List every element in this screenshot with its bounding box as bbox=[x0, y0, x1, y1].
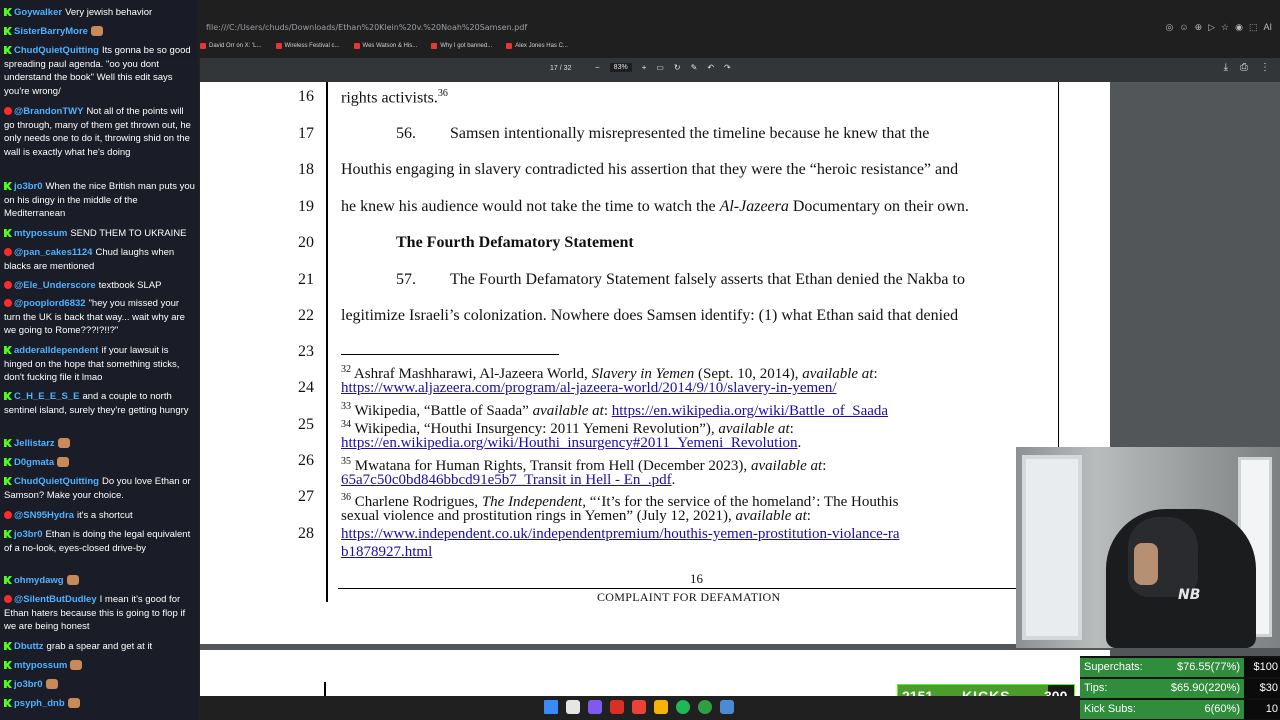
chat-text: When the nice British man puts you on his dingy in the middle of the Mediterranean bbox=[4, 181, 195, 219]
superchats-goal: $100 bbox=[1253, 661, 1278, 673]
line-number: 28 bbox=[298, 525, 314, 542]
footnote-35: $^{35}$ Mwatana for Human Rights, Transit from Hell (December 2023), available at: bbox=[341, 456, 827, 474]
chat-username[interactable]: C_H_E_E_S_E bbox=[14, 391, 80, 402]
taskbar-icons bbox=[544, 700, 734, 714]
steam-icon[interactable] bbox=[720, 700, 734, 714]
chat-username[interactable]: @pan_cakes1124 bbox=[14, 247, 93, 258]
zoom-out-button[interactable]: − bbox=[595, 63, 600, 72]
draw-icon[interactable]: ✎ bbox=[690, 63, 698, 72]
tips-value: $65.90(220%) bbox=[1170, 682, 1240, 694]
page-indicator[interactable]: 17 / 32 bbox=[550, 65, 572, 72]
chat-text: textbook SLAP bbox=[98, 280, 162, 291]
kick-badge-icon bbox=[4, 46, 12, 54]
kick-badge-icon bbox=[4, 27, 12, 35]
chat-username[interactable]: jo3br0 bbox=[14, 529, 43, 540]
kick-subs-label: Kick Subs: bbox=[1084, 703, 1136, 715]
chat-text: Not all of the points will go through, many of them get thrown out, he only needs one to do it, throwing shid on the wall is exactly what he's doing bbox=[4, 106, 191, 158]
line-number: 16 bbox=[298, 88, 314, 105]
emote-icon bbox=[46, 679, 58, 689]
paragraph-number: 57. bbox=[396, 271, 416, 288]
body-text-line: Houthis engaging in slavery contradicted his assertion that they were the “heroic resistance” and bbox=[341, 161, 959, 178]
line-number: 18 bbox=[298, 161, 314, 178]
chat-message bbox=[4, 697, 196, 711]
chat-username[interactable]: @pooplord6832 bbox=[14, 298, 86, 309]
chat-text: Its gonna be so good spreading paul agenda. "oo you dont understand the book" Well this edit says you're wrong/ bbox=[4, 45, 191, 97]
webcam-window bbox=[1022, 455, 1082, 640]
chat-icon[interactable] bbox=[588, 700, 602, 714]
chat-text: if your lawsuit is hinged on the hope that something sticks, don't fucking file it lmao bbox=[4, 345, 180, 383]
chat-message bbox=[4, 105, 196, 159]
chat-text: it's a shortcut bbox=[76, 510, 133, 521]
emote-icon bbox=[91, 26, 103, 36]
zoom-level[interactable]: 83% bbox=[610, 63, 632, 72]
line-number: 26 bbox=[298, 452, 314, 469]
paragraph-number: 56. bbox=[396, 125, 416, 142]
chat-username[interactable]: SisterBarryMore bbox=[14, 26, 88, 37]
address-bar[interactable] bbox=[200, 20, 1280, 38]
pleading-margin-line bbox=[324, 682, 326, 696]
chat-message bbox=[4, 279, 196, 293]
footnote-34-link-line: https://en.wikipedia.org/wiki/Houthi_insurgency#2011_Yemeni_Revolution. bbox=[341, 435, 802, 451]
footnote-32: $^{32}$ Ashraf Mashharawi, Al-Jazeera World, Slavery in Yemen (Sept. 10, 2014), available at: bbox=[341, 364, 878, 382]
emote-icon bbox=[58, 438, 70, 448]
chat-username[interactable]: mtypossum bbox=[14, 228, 68, 239]
kick-badge-icon bbox=[4, 530, 12, 538]
star-icon[interactable]: ☆ bbox=[1221, 22, 1230, 32]
youtube-badge-icon bbox=[4, 299, 12, 307]
undo-icon[interactable]: ↶ bbox=[707, 63, 715, 72]
body-text-line: Samsen intentionally misrepresented the timeline because he knew that the bbox=[450, 125, 930, 142]
chat-message bbox=[4, 437, 196, 451]
body-text-line: he knew his audience would not take the time to watch the Al-Jazeera Documentary on their own. bbox=[341, 198, 969, 215]
superchats-row bbox=[1080, 658, 1280, 677]
emote-icon bbox=[68, 698, 80, 708]
line-number: 27 bbox=[298, 488, 314, 505]
chat-message bbox=[4, 475, 196, 502]
chat-text: I mean it's good for Ethan haters because this is going to flop if we are being honest bbox=[4, 594, 186, 632]
page-footer: COMPLAINT FOR DEFAMATION bbox=[597, 590, 781, 604]
bookmark-favicon-icon bbox=[354, 43, 360, 49]
section-heading: The Fourth Defamatory Statement bbox=[396, 234, 634, 251]
youtube-badge-icon bbox=[4, 281, 12, 289]
line-number: 20 bbox=[298, 234, 314, 251]
rotate-icon[interactable]: ↻ bbox=[673, 63, 681, 72]
kick-badge-icon bbox=[4, 699, 12, 707]
xbox-icon[interactable] bbox=[698, 700, 712, 714]
chat-username[interactable]: ohmydawg bbox=[14, 575, 64, 586]
chat-username[interactable]: @BrandonTWY bbox=[14, 106, 84, 117]
chat-overlay bbox=[0, 0, 198, 720]
pleading-margin-line bbox=[326, 82, 328, 602]
chat-username[interactable]: adderalldependent bbox=[14, 345, 99, 356]
footnote-34: $^{34}$ Wikipedia, “Houthi Insurgency: 2011 Yemeni Revolution”), available at: bbox=[341, 419, 794, 437]
fit-page-icon[interactable]: ▭ bbox=[656, 63, 664, 72]
chat-text: Ethan is doing the legal equivalent of a no-look, eyes-closed drive-by bbox=[4, 529, 191, 554]
more-options-icon[interactable]: ⋮ bbox=[1260, 62, 1270, 73]
chat-username[interactable]: @SN95Hydra bbox=[14, 510, 74, 521]
line-number: 17 bbox=[298, 125, 314, 142]
line-number: 24 bbox=[298, 379, 314, 396]
chat-text: SEND THEM TO UKRAINE bbox=[70, 228, 187, 239]
browser-icon[interactable] bbox=[610, 700, 624, 714]
superchats-label: Superchats: bbox=[1084, 661, 1143, 673]
line-number: 21 bbox=[298, 271, 314, 288]
tips-label: Tips: bbox=[1084, 682, 1108, 694]
redo-icon[interactable]: ↷ bbox=[724, 63, 731, 72]
page-number: 16 bbox=[690, 571, 703, 586]
bookmark-item[interactable]: Why I got banned... bbox=[431, 40, 492, 52]
chat-username[interactable]: ChudQuietQuitting bbox=[14, 476, 99, 487]
footnote-link[interactable]: 65a7c50c0bd846bbcd91e5b7_Transit in Hell - En_.pdf bbox=[341, 472, 672, 488]
kick-badge-icon bbox=[4, 182, 12, 190]
webcam-feed bbox=[1016, 447, 1280, 648]
bookmarks-bar bbox=[200, 40, 568, 52]
extension-icon[interactable]: ☺ bbox=[1179, 22, 1189, 32]
chat-username[interactable]: Goywalker bbox=[14, 7, 63, 18]
kick-subs-row bbox=[1080, 700, 1280, 719]
chat-text: grab a spear and get at it bbox=[46, 641, 153, 652]
pdf-toolbar-actions bbox=[1224, 62, 1270, 73]
play-icon[interactable]: ▷ bbox=[1208, 22, 1216, 32]
windows-taskbar bbox=[200, 696, 1080, 720]
chat-username[interactable]: Jellistarz bbox=[14, 438, 55, 449]
kick-badge-icon bbox=[4, 576, 12, 584]
youtube-badge-icon bbox=[4, 511, 12, 519]
footnote-separator bbox=[341, 354, 559, 355]
extension-icon[interactable]: ⊕ bbox=[1194, 22, 1203, 32]
emote-icon bbox=[57, 457, 69, 467]
chat-username[interactable]: jo3br0 bbox=[14, 181, 43, 192]
line-number: 19 bbox=[298, 198, 314, 215]
tips-goal: $30 bbox=[1259, 682, 1278, 694]
bookmark-favicon-icon bbox=[431, 43, 437, 49]
chat-username[interactable]: @Ele_Underscore bbox=[14, 280, 96, 291]
chat-message bbox=[4, 574, 196, 588]
footnote-35-link-line: 65a7c50c0bd846bbcd91e5b7_Transit in Hell - En_.pdf. bbox=[341, 472, 676, 488]
body-text-line: legitimize Israeli’s colonization. Nowhere does Samsen identify: (1) what Ethan said that denied bbox=[341, 307, 959, 324]
extension-icons bbox=[1166, 22, 1273, 33]
puzzle-icon[interactable]: ⬚ bbox=[1248, 22, 1258, 32]
footnote-36-link-line2 bbox=[341, 543, 432, 561]
chat-text: "hey you missed your turn the UK is back that way... wait why are we going to Rome???!?!!?" bbox=[4, 298, 185, 336]
youtube-badge-icon bbox=[4, 107, 12, 115]
chat-message bbox=[4, 659, 196, 673]
windows-icon[interactable] bbox=[544, 700, 558, 714]
webcam-face bbox=[1134, 543, 1158, 585]
footnote-link[interactable]: https://en.wikipedia.org/wiki/Houthi_insurgency#2011_Yemeni_Revolution bbox=[341, 435, 798, 451]
line-number: 25 bbox=[298, 416, 314, 433]
hoodie-logo: NB bbox=[1178, 587, 1201, 603]
footnote-link[interactable]: b1878927.html bbox=[341, 544, 433, 560]
chat-username[interactable]: jo3br0 bbox=[14, 679, 43, 690]
kick-badge-icon bbox=[4, 642, 12, 650]
chat-message bbox=[4, 344, 196, 385]
chat-username[interactable]: D0gmata bbox=[14, 457, 55, 468]
chat-username[interactable]: Dbuttz bbox=[14, 641, 44, 652]
chat-message bbox=[4, 593, 196, 634]
youtube-badge-icon bbox=[4, 595, 12, 603]
zoom-controls bbox=[595, 63, 731, 72]
youtube-badge-icon bbox=[4, 248, 12, 256]
chat-text: and a couple to north sentinel island, surely they're getting hungry bbox=[4, 391, 189, 416]
chat-username[interactable]: mtypossum bbox=[14, 660, 68, 671]
pdf-toolbar bbox=[200, 58, 1280, 82]
footnote-link[interactable]: https://en.wikipedia.org/wiki/Battle_of_Saada bbox=[611, 403, 889, 419]
bookmark-favicon-icon bbox=[276, 43, 282, 49]
chrome-icon[interactable] bbox=[632, 700, 646, 714]
kick-badge-icon bbox=[4, 477, 12, 485]
footnote-32-link-line bbox=[341, 379, 837, 397]
spotify-icon[interactable] bbox=[676, 700, 690, 714]
tips-row bbox=[1080, 679, 1280, 698]
chat-message bbox=[4, 44, 196, 98]
chat-message bbox=[4, 246, 196, 273]
chat-username[interactable]: psyph_dnb bbox=[14, 698, 65, 709]
chat-text: Very jewish behavior bbox=[65, 7, 153, 18]
kick-subs-value: 6(60%) bbox=[1204, 703, 1240, 715]
footnote-33: $^{33}$ Wikipedia, “Battle of Saada” available at: https://en.wikipedia.org/wiki/Battle_of_Saada bbox=[341, 401, 889, 419]
line-number: 23 bbox=[298, 343, 314, 360]
kick-badge-icon bbox=[4, 439, 12, 447]
emote-icon bbox=[70, 660, 82, 670]
pdf-page bbox=[200, 82, 1110, 644]
footer-rule bbox=[338, 588, 1058, 589]
kick-badge-icon bbox=[4, 392, 12, 400]
print-icon[interactable]: ⎙ bbox=[1240, 62, 1248, 73]
bookmark-item[interactable]: David Orr on X: 'L... bbox=[200, 40, 262, 52]
chat-message bbox=[4, 227, 196, 241]
footnote-36: $^{36}$ Charlene Rodrigues, The Independent, “‘It’s for the service of the homeland’: The Houthis bbox=[341, 492, 899, 510]
emote-icon bbox=[67, 575, 79, 585]
footnote-ref: 36 bbox=[437, 88, 448, 99]
kick-badge-icon bbox=[4, 229, 12, 237]
chat-message bbox=[4, 509, 196, 523]
chat-username[interactable]: ChudQuietQuitting bbox=[14, 45, 99, 56]
bookmark-favicon-icon bbox=[506, 43, 512, 49]
chat-text: Do you love Ethan or Samson? Make your choice. bbox=[4, 476, 191, 501]
ai-label[interactable]: AI bbox=[1263, 22, 1272, 32]
download-icon[interactable]: ⤓ bbox=[1223, 62, 1228, 73]
extension-icon[interactable]: ◉ bbox=[1235, 22, 1243, 32]
kick-badge-icon bbox=[4, 661, 12, 669]
kick-badge-icon bbox=[4, 346, 12, 354]
chat-message bbox=[4, 456, 196, 470]
footnote-link[interactable]: https://www.independent.co.uk/independentpremium/houthis-yemen-prostitution-violance-ra bbox=[341, 526, 900, 542]
chat-message bbox=[4, 297, 196, 338]
extension-icon[interactable]: ◎ bbox=[1165, 22, 1174, 32]
donation-stats bbox=[1080, 656, 1280, 720]
bookmark-favicon-icon bbox=[200, 43, 206, 49]
body-text-line: The Fourth Defamatory Statement falsely asserts that Ethan denied the Nakba to bbox=[450, 271, 965, 288]
search-icon[interactable] bbox=[566, 700, 580, 714]
chat-message bbox=[4, 6, 196, 20]
chat-text: Chud laughs when blacks are mentioned bbox=[4, 247, 175, 272]
bookmark-item[interactable]: Alex Jones Has C... bbox=[506, 40, 568, 52]
zoom-in-button[interactable]: + bbox=[641, 63, 647, 72]
superchats-value: $76.55(77%) bbox=[1177, 661, 1240, 673]
bookmark-item[interactable]: Wes Watson & His... bbox=[354, 40, 418, 52]
chat-message bbox=[4, 180, 196, 221]
kick-badge-icon bbox=[4, 680, 12, 688]
kick-subs-goal: 10 bbox=[1265, 703, 1278, 715]
chat-message bbox=[4, 640, 196, 654]
chat-message bbox=[4, 390, 196, 417]
url-text[interactable]: file:///C:/Users/chuds/Downloads/Ethan%20Klein%20v.%20Noah%20Samsen.pdf bbox=[206, 23, 528, 32]
body-text-line: rights activists.$^{36}$ bbox=[341, 88, 448, 107]
footnote-36-link-line bbox=[341, 525, 899, 543]
folder-icon[interactable] bbox=[654, 700, 668, 714]
kick-badge-icon bbox=[4, 8, 12, 16]
footnote-link[interactable]: https://www.aljazeera.com/program/al-jazeera-world/2014/9/10/slavery-in-yemen/ bbox=[341, 380, 837, 396]
chat-message bbox=[4, 678, 196, 692]
kick-badge-icon bbox=[4, 458, 12, 466]
line-number: 22 bbox=[298, 307, 314, 324]
chat-username[interactable]: @SilentButDudley bbox=[14, 594, 97, 605]
footnote-36-line2: sexual violence and prostitution rings in Yemen” (July 12, 2021), available at: bbox=[341, 508, 811, 524]
chat-message bbox=[4, 528, 196, 555]
bookmark-item[interactable]: Wireless Festival c... bbox=[276, 40, 340, 52]
chat-message bbox=[4, 25, 196, 39]
